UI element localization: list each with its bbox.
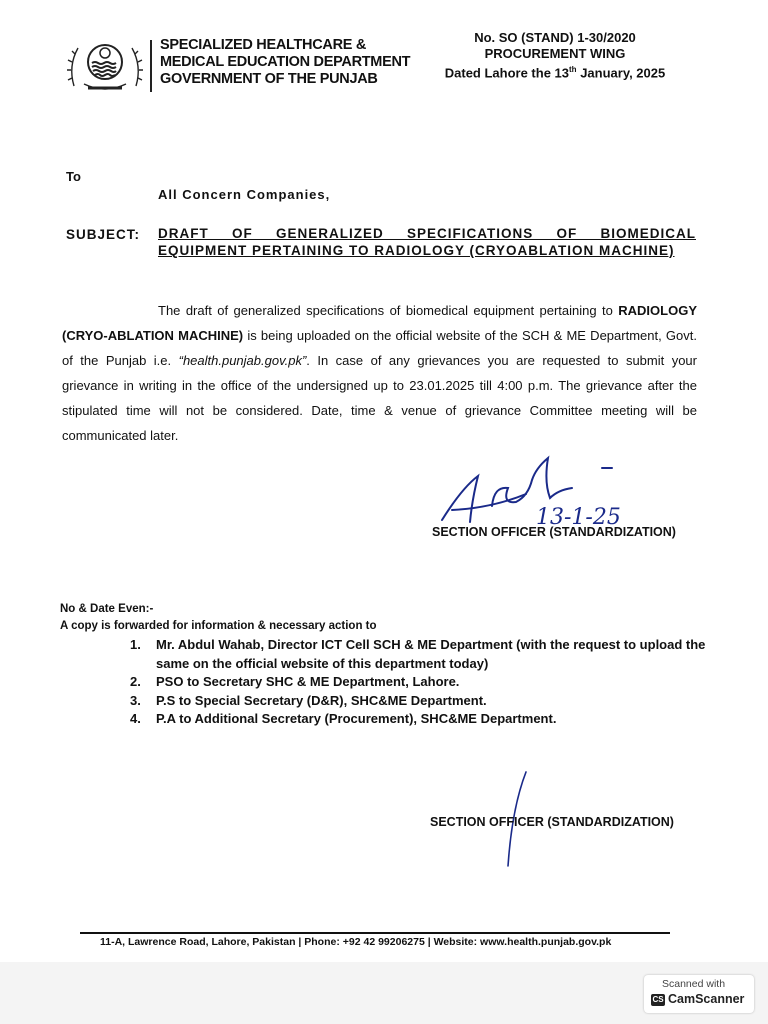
section-officer-designation: SECTION OFFICER (STANDARDIZATION) xyxy=(432,525,676,539)
letterhead-divider xyxy=(150,40,152,92)
copy-recipient-list xyxy=(130,636,710,729)
recipient: All Concern Companies, xyxy=(158,187,331,202)
section-officer-designation-2: SECTION OFFICER (STANDARDIZATION) xyxy=(430,815,674,829)
department-line-2: MEDICAL EDUCATION DEPARTMENT xyxy=(160,54,411,70)
list-item: 4. P.A to Additional Secretary (Procurement), SHC&ME Department. xyxy=(130,711,557,726)
reference-number: No. SO (STAND) 1-30/2020 xyxy=(474,30,636,45)
subject-text: DRAFT OF GENERALIZED SPECIFICATIONS OF BIOMEDICAL EQUIPMENT PERTAINING TO RADIOLOGY (CRYOABLATION MACHINE) xyxy=(158,226,696,258)
camscanner-brand: CamScanner xyxy=(668,992,745,1006)
wing-name: PROCUREMENT WING xyxy=(484,46,626,61)
footer-divider xyxy=(80,932,670,934)
signature-date: 13-1-25 xyxy=(536,505,621,530)
no-date-even: No & Date Even:- xyxy=(60,603,154,615)
footer-address: 11-A, Lawrence Road, Lahore, Pakistan | Phone: +92 42 99206275 | Website: www.health.punjab.gov.pk xyxy=(100,936,612,948)
department-line-1: SPECIALIZED HEALTHCARE & xyxy=(160,37,367,53)
to-label: To xyxy=(66,169,81,184)
scanned-with-label: Scanned with xyxy=(662,978,726,990)
department-line-3: GOVERNMENT OF THE PUNJAB xyxy=(160,71,378,87)
website-reference: “health.punjab.gov.pk” xyxy=(178,353,307,368)
punjab-emblem-logo xyxy=(64,32,146,98)
body-paragraph: The draft of generalized specifications of biomedical equipment pertaining to RADIOLOGY (CRYO-ABLATION MACHINE) is being uploaded on the official website of the SCH & ME Department, Govt. of the Punjab i.e. “health.punjab.gov.pk”. In case of any grievances you are requested to submit your grievance in writing in the office of the undersigned up to 23.01.2025 till 4:00 p.m. The grievance after the stipulated time will not be considered. Date, time & venue of grievance Committee meeting will be communicated later. xyxy=(62,303,697,443)
list-item: 2. PSO to Secretary SHC & ME Department, Lahore. xyxy=(130,674,460,689)
reference-block xyxy=(420,30,690,81)
list-item: 3. P.S to Special Secretary (D&R), SHC&ME Department. xyxy=(130,692,487,708)
department-name xyxy=(160,37,410,88)
dated-line: Dated Lahore the 13th January, 2025 xyxy=(444,65,666,81)
list-item: 1. Mr. Abdul Wahab, Director ICT Cell SCH & ME Department (with the request to upload the same on the official website of this department today) xyxy=(130,637,706,671)
copy-forwarded-line: A copy is forwarded for information & necessary action to xyxy=(60,620,377,632)
subject-label: SUBJECT: xyxy=(66,227,141,242)
camscanner-logo-icon: CS xyxy=(652,995,664,1004)
